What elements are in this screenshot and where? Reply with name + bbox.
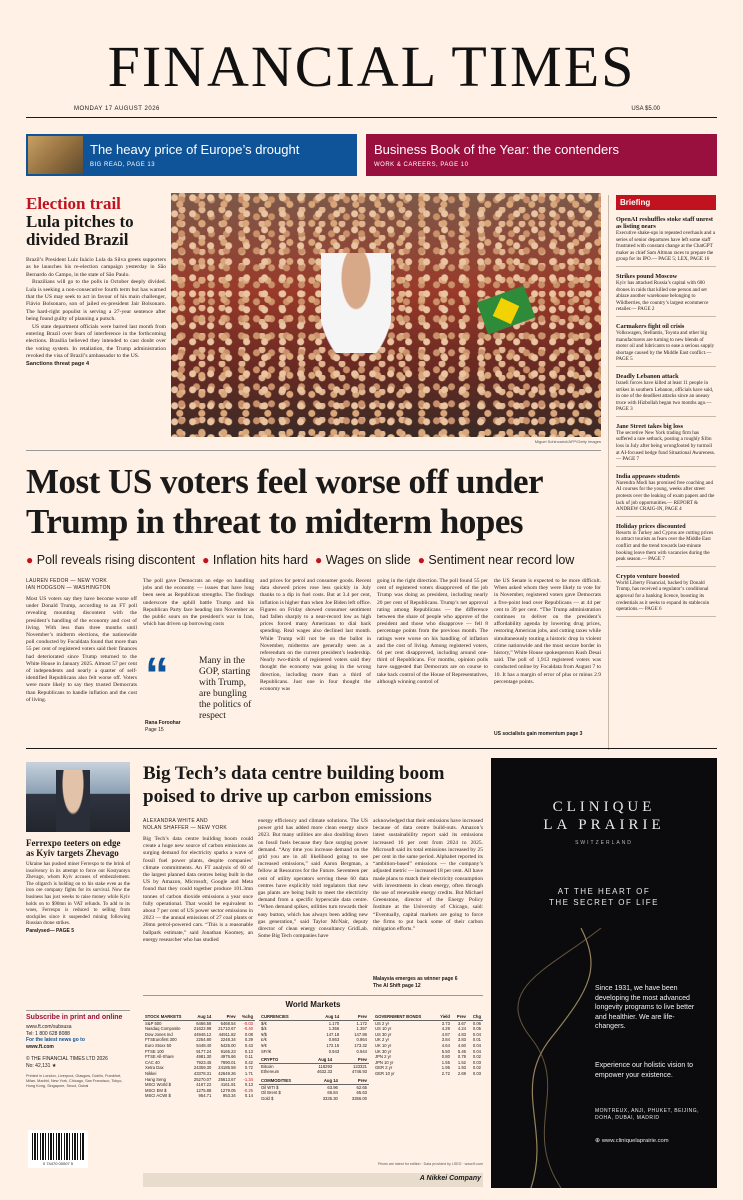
table-header: Prev bbox=[213, 1014, 237, 1020]
quote-text: Many in the GOP, starting with Trump, are bungling the politics of respect bbox=[199, 656, 252, 721]
tech-col-1: ALEXANDRA WHITE AND NOLAN SHAFFER — NEW YORK Big Tech’s data centre building boom could create a huge new source of carbon emissions as surging demand for electricity sparks a wave of fossil fuel power plants, despite companies’ climate commitments. An FT analysis of 60 of the largest planned data centres being built in the US by Amazon, Microsoft, Google and Meta found that they could together produce 101.3mn tonnes of carbon dioxide emissions a year once fully operational. That would be equivalent to about 7 per cent of US power sector emissions in 2023 — the annual emissions of 27 coal plants or 26mn petrol-powered cars. “This is a reasonable ballpark estimate,” said Jonathan Koomey, an energy researcher who has studied bbox=[143, 818, 253, 943]
table-cell: 4632.33 bbox=[317, 1069, 333, 1075]
table-cell: 62.65 bbox=[356, 1084, 367, 1090]
table-cell: 42649.26 bbox=[218, 1070, 236, 1076]
table-header: Aug 14 bbox=[189, 1014, 213, 1020]
bullet-item: ● Poll reveals rising discontent bbox=[26, 553, 196, 567]
copyright: © THE FINANCIAL TIMES LTD 2026 bbox=[26, 1056, 108, 1063]
promo-drought[interactable] bbox=[26, 134, 357, 176]
quote-author: Rana Foroohar bbox=[145, 720, 181, 726]
table-cell: 2254.80 bbox=[196, 1037, 212, 1043]
main-col-3: and prices for petrol and consumer goods. Recent data showed prices rose less quickly in July thanks to a dip in fuel costs. But at 3.4 per cent, inflation is higher than when Joe Biden left office. Figures on Friday showed consumer sentiment had fallen sharply to a near-record low as high prices forced many Americans to dial back spending. Real wages also declined last month. While Trump will not be on the ballot in November, midterms are generally seen as a referendum on the current president’s leadership. Nearly two-thirds of registered voters said they thought the economy was going in the wrong direction, including more than a third of Republicans. Just one in four thought the economy was bbox=[260, 578, 371, 693]
table-cell: 0.01 bbox=[472, 1037, 481, 1043]
table-cell: 3.83 bbox=[457, 1037, 467, 1043]
table-cell: 0.29 bbox=[244, 1037, 253, 1043]
table-cell: 4167.22 bbox=[196, 1082, 212, 1088]
table-cell: 1.93 bbox=[457, 1065, 467, 1071]
table-cell: 6466.58 bbox=[196, 1020, 212, 1026]
table-cell: 0.864 bbox=[356, 1037, 367, 1043]
barcode-bars bbox=[32, 1133, 84, 1160]
main-headline[interactable] bbox=[26, 462, 606, 542]
printed-locations: Printed in London, Liverpool, Glasgow, Dublin, Frankfurt, Milan, Madrid, New York, Chicago, San Francisco, Tokyo, Hong Kong, Singapore, Seoul, Dubai bbox=[26, 1073, 123, 1088]
table-cell: 0.03 bbox=[472, 1059, 481, 1065]
table-cell: 0.80 bbox=[441, 1054, 450, 1060]
briefing-item[interactable] bbox=[616, 216, 716, 267]
table-cell: 1.55 bbox=[441, 1059, 450, 1065]
section-rule bbox=[26, 748, 717, 749]
table-cell: 2.72 bbox=[441, 1070, 450, 1076]
bullet-item: ● Sentiment near record low bbox=[417, 553, 575, 567]
masthead-rule bbox=[26, 117, 717, 118]
tech-col-2: energy efficiency and climate solutions. The US power grid has added more clean energy since 2023. But many utilities are also doubling down on fossil fuels because they face surging power demand. “Any time you increase demand on the grid you are in all likelihood going to see increased emissions,” said Aaron Bergman, a fellow at Resources for the Future. Seventeen per cent of utility operators serving these 60 data centres have explicitly told regulators that new gas plants are being built to meet the electricity demand from a specific hyperscale data centre. “When demand spikes, utilities turn towards their easy button, which has always been adding new gas generation,” said Taylor McNair, deputy director of clean energy consultancy GridLab. Some Big Tech companies have bbox=[258, 818, 368, 940]
table-cell: 172.15 bbox=[326, 1042, 340, 1048]
briefing-item-body: The secretive New York trading firm has suffered a rare setback, posting a roughly $1bn loss in July after being wrongfooted by turmoil at AI-focused hedge fund Situational Awareness.— PAGE 7 bbox=[616, 429, 716, 463]
table-cell: 0.04 bbox=[472, 1042, 481, 1048]
nikkei-credit: A Nikkei Company bbox=[419, 1175, 481, 1182]
promo-drought-page: BIG READ, PAGE 13 bbox=[90, 162, 156, 168]
ferrexpo-story bbox=[26, 838, 130, 934]
table-cell: US 30 yr bbox=[375, 1031, 392, 1037]
lead-para-1: Brazil’s President Luiz Inácio Lula da Silva greets supporters as he launches his re-election campaign yesterday in São Bernardo do Campo, in the state of São Paulo. bbox=[26, 257, 166, 278]
main-headline-line-2: Trump in threat to midterm hopes bbox=[26, 502, 523, 541]
table-cell: 4.24 bbox=[457, 1026, 467, 1032]
table-cell: FTSEurofirst 300 bbox=[145, 1037, 177, 1043]
main-byline-1: LAUREN FEDOR — NEW YORK bbox=[26, 578, 107, 584]
lula-crowd-photo bbox=[171, 193, 601, 437]
comm-table bbox=[259, 1078, 369, 1101]
briefing-item-title: India appeases students bbox=[616, 472, 680, 480]
table-cell: 147.86 bbox=[354, 1031, 367, 1037]
ad-tagline: AT THE HEART OF THE SECRET OF LIFE bbox=[549, 887, 659, 907]
briefing-item[interactable] bbox=[616, 423, 716, 467]
table-cell: JPN 2 yr bbox=[375, 1054, 392, 1060]
table-cell: 3356.00 bbox=[351, 1095, 367, 1101]
ad-url[interactable]: ⊕ www.cliniquelaprairie.com bbox=[595, 1138, 669, 1144]
table-cell: GER 2 yr bbox=[375, 1065, 393, 1071]
briefing-item-body: Israeli forces have killed at least 11 people in strikes in southern Lebanon, officials have said, in one of the deadliest attacks since an uneasy truce with Hizbollah began two months ago.— PAGE 3 bbox=[616, 379, 714, 413]
dna-helix-illustration bbox=[491, 928, 717, 1188]
table-cell: 25270.07 bbox=[193, 1076, 212, 1082]
table-header: Prev bbox=[340, 1078, 369, 1084]
table-cell: UK 30 yr bbox=[375, 1048, 392, 1054]
table-cell: 4975.66 bbox=[220, 1054, 236, 1060]
table-header: Prev bbox=[341, 1014, 369, 1020]
bullet-item: ● Wages on slide bbox=[315, 553, 411, 567]
subscribe-url[interactable]: www.ft.com/subsusa bbox=[26, 1024, 72, 1030]
table-header: Chg bbox=[468, 1014, 483, 1020]
table-cell: Oil WTI $ bbox=[261, 1084, 279, 1090]
table-cell: GER 10 yr bbox=[375, 1070, 395, 1076]
table-cell: MSCI ACWI $ bbox=[145, 1093, 171, 1099]
table-cell: 0.78 bbox=[457, 1054, 467, 1060]
table-cell: ¥/€ bbox=[261, 1042, 267, 1048]
table-cell: Dow Jones Ind bbox=[145, 1031, 173, 1037]
ad-body-2: Experience our holistic vision to empower your existence. bbox=[595, 1062, 694, 1079]
table-header: CRYPTO bbox=[259, 1057, 299, 1063]
table-cell: 0.08 bbox=[244, 1031, 253, 1037]
markets-title: World Markets bbox=[285, 1000, 341, 1009]
ferrexpo-headline[interactable]: Ferrexpo teeters on edge as Kyiv targets Zhevago bbox=[26, 838, 121, 858]
lead-headline[interactable]: Lula pitches to divided Brazil bbox=[26, 212, 134, 249]
table-cell: Gold $ bbox=[261, 1095, 274, 1101]
quote-mark-icon: “ bbox=[145, 649, 169, 702]
table-cell: UK 2 yr bbox=[375, 1037, 389, 1043]
table-cell: 1279.05 bbox=[220, 1087, 236, 1093]
table-cell: 0.13 bbox=[244, 1048, 253, 1054]
main-col-1: LAUREN FEDOR — NEW YORK IAN HODGSON — WASHINGTON Most US voters say they have become worse off under Donald Trump, according to an FT poll revealing mounting discontent with the president’s handling of the economy and cost of living. With less than three months until November’s midterm elections, the nationwide poll conducted by Focaldata found that more than 55 per cent of registered voters said their finances had deteriorated since Trump returned to the White House in January 2025. Almost 57 per cent of independents and nearly a quarter of self-identified Republicans also felt worse off. Voters were more likely to say they trusted Democrats than Republicans to handle inflation and the cost of living. bbox=[26, 578, 137, 703]
table-cell: Xetra Dax bbox=[145, 1065, 164, 1071]
tech-headline[interactable] bbox=[143, 762, 483, 808]
table-cell: 65.63 bbox=[356, 1090, 367, 1096]
table-cell: 6468.54 bbox=[220, 1020, 236, 1026]
table-cell: 4746.93 bbox=[351, 1069, 367, 1075]
tech-more-link-1[interactable]: Malaysia emerges as winner page 6 bbox=[373, 976, 458, 982]
tech-byline-1: ALEXANDRA WHITE AND bbox=[143, 818, 208, 824]
briefing-item-title: OpenAI reshuffles stoke staff unrest as listing nears bbox=[616, 216, 714, 230]
table-cell: 44911.82 bbox=[218, 1031, 236, 1037]
table-cell: 5448.40 bbox=[196, 1042, 212, 1048]
briefing-item-body: Volkswagen, Stellantis, Toyota and other big manufacturers are turning to new blends of motor oil and lubricants to ease a serious supply shortage caused by the Middle East conflict.— PAGE 5 bbox=[616, 329, 715, 363]
briefing-item-body: Narendra Modi has promised free coaching and AI courses for the young, weeks after street protests over the leaking of exam papers and the lack of job opportunities.— REPORT & ANDREW CRAIG-IN, PAGE 4 bbox=[616, 479, 715, 513]
briefing-item[interactable] bbox=[616, 473, 716, 517]
bonds-table bbox=[373, 1014, 483, 1080]
cover-price: USA $5.00 bbox=[631, 106, 660, 112]
briefing-item-title: Deadly Lebanon attack bbox=[616, 372, 679, 380]
briefing-column bbox=[616, 195, 716, 617]
table-row bbox=[259, 1069, 369, 1075]
barcode-number: 0 74470 00007 5 bbox=[42, 1161, 74, 1166]
table-row bbox=[259, 1096, 369, 1102]
briefing-item[interactable] bbox=[616, 523, 716, 567]
table-cell: 0.04 bbox=[472, 1031, 481, 1037]
lead-kicker: Election trail bbox=[26, 194, 121, 213]
table-cell: 0.944 bbox=[356, 1048, 367, 1054]
bonds-table bbox=[373, 1014, 483, 1077]
table-cell: 3.73 bbox=[441, 1020, 450, 1026]
table-cell: 0.03 bbox=[472, 1070, 481, 1076]
table-cell: MSCI World $ bbox=[145, 1082, 171, 1088]
ad-country: SWITZERLAND bbox=[575, 840, 633, 846]
table-header: STOCK MARKETS bbox=[143, 1014, 189, 1020]
photo-credit: Miguel Schincariol/AFP/Getty Images bbox=[534, 439, 601, 444]
table-cell: ¥/$ bbox=[261, 1031, 267, 1037]
table-cell: S&P 500 bbox=[145, 1020, 162, 1026]
table-cell: Bitcoin bbox=[261, 1063, 274, 1069]
table-cell: Nikkei bbox=[145, 1070, 157, 1076]
table-header: Prev bbox=[334, 1057, 369, 1063]
table-cell: -1.34 bbox=[243, 1076, 253, 1082]
barcode bbox=[28, 1130, 88, 1168]
lead-para-3: US state department officials were barred last month from entering Brazil over fears of interference in the forthcoming elections. Brasília believed they intended to cast doubt over the voting system. In retaliation, the Trump administration revoked the visa of Brazil’s ambassador to the US. bbox=[26, 323, 166, 360]
table-cell: 1.357 bbox=[356, 1026, 367, 1032]
table-cell: 5.50 bbox=[441, 1048, 450, 1054]
table-cell: 4.29 bbox=[441, 1026, 450, 1032]
table-cell: 1.172 bbox=[356, 1020, 367, 1026]
table-cell: Hang Seng bbox=[145, 1076, 166, 1082]
promo-drought-image bbox=[28, 136, 83, 174]
table-cell: 7890.01 bbox=[220, 1059, 236, 1065]
lead-more-link[interactable]: Sanctions threat page 4 bbox=[26, 360, 90, 367]
table-cell: 0.05 bbox=[472, 1026, 481, 1032]
table-row bbox=[259, 1049, 369, 1055]
table-cell: Ethereum bbox=[261, 1069, 280, 1075]
table-cell: Nasdaq Composite bbox=[145, 1026, 181, 1032]
masthead bbox=[0, 0, 743, 112]
table-cell: $/€ bbox=[261, 1020, 267, 1026]
table-cell: 0.04 bbox=[472, 1048, 481, 1054]
table-cell: 21710.67 bbox=[218, 1026, 236, 1032]
ft-url[interactable]: www.ft.com bbox=[26, 1043, 54, 1050]
main-byline-2: IAN HODGSON — WASHINGTON bbox=[26, 585, 111, 591]
table-cell: 953.34 bbox=[222, 1093, 236, 1099]
table-cell: 7923.45 bbox=[196, 1059, 212, 1065]
table-cell: 66.84 bbox=[327, 1090, 338, 1096]
briefing-item[interactable] bbox=[616, 323, 716, 367]
ferrexpo-body: Ukraine has pushed miner Ferrexpo to the brink of insolvency in its attempt to force out Kostyantyn Zhevago, whom Kyiv accuses of embezzlement. The oligarch is holding on to his stake even as the iron ore company fights for its survival. Now the business has just weeks to raise money while Kyiv holds on to $90mn in VAT refunds. To add to its woes, Ferrexpo is reduced to selling from stockpiles since it suspended mining following Russian drone strikes. bbox=[26, 862, 130, 927]
table-cell: CAC 40 bbox=[145, 1059, 160, 1065]
table-cell: $/£ bbox=[261, 1026, 267, 1032]
table-cell: 25613.67 bbox=[218, 1076, 236, 1082]
zhevago-photo bbox=[26, 762, 130, 832]
newspaper-title: FINANCIAL TIMES bbox=[107, 34, 636, 99]
table-cell: 5425.00 bbox=[220, 1042, 236, 1048]
currencies-table bbox=[259, 1014, 369, 1104]
table-cell: Euro Stoxx 50 bbox=[145, 1042, 172, 1048]
lead-story bbox=[26, 195, 166, 368]
table-cell: 0.11 bbox=[245, 1054, 253, 1060]
table-cell: 0.02 bbox=[472, 1065, 481, 1071]
table-cell: 21622.98 bbox=[193, 1026, 212, 1032]
table-cell: 0.42 bbox=[244, 1059, 253, 1065]
table-cell: 4981.30 bbox=[196, 1054, 212, 1060]
table-cell: 0.06 bbox=[472, 1020, 481, 1026]
table-cell: 44946.12 bbox=[193, 1031, 212, 1037]
main-col-5: the US Senate is expected to be more difficult. When asked whom they were likely to vote for in November, registered voters gave Democrats a five-point lead over Republicans — at 44 per cent to 39 per cent. “The Trump administration continues to deliver on the president’s affordability agenda by lowering drug prices, restoring American jobs, and cutting taxes while simultaneously touting a historic drop in violent crime nationwide and the most secure border in history,” White House spokesperson Kush Desai said. The poll of 1,913 registered voters was conducted online by Focaldata from August 7 to 10. It has a margin of error of plus or minus 2.9 percentage points. bbox=[494, 578, 601, 685]
table-cell: -0.03 bbox=[243, 1020, 253, 1026]
table-header: Aug 14 bbox=[311, 1014, 341, 1020]
stock-markets-table bbox=[143, 1014, 255, 1102]
subscribe-heading: Subscribe in print and online bbox=[26, 1014, 123, 1021]
table-cell: Oil Brent $ bbox=[261, 1090, 281, 1096]
table-cell: 0.43 bbox=[244, 1042, 253, 1048]
table-cell: 147.18 bbox=[326, 1031, 340, 1037]
pull-quote bbox=[143, 649, 254, 736]
ad-locations: MONTREUX, ANJI, PHUKET, BEIJING, DOHA, DUBAI, MADRID bbox=[595, 1108, 700, 1122]
issue-date: MONDAY 17 AUGUST 2026 bbox=[74, 106, 160, 112]
ad-brand: CLINIQUE LA PRAIRIE bbox=[543, 799, 665, 833]
table-cell: 9165.23 bbox=[220, 1048, 236, 1054]
quote-page: Page 15 bbox=[145, 727, 164, 733]
table-cell: -0.40 bbox=[243, 1026, 253, 1032]
ad-body: Since 1931, we have been developing the most advanced longevity programs to live better and healthier. We are life-changers. bbox=[595, 985, 695, 1030]
briefing-item-title: Strikes pound Moscow bbox=[616, 272, 678, 280]
bullet-item: ● Inflation hits hard bbox=[202, 553, 309, 567]
tech-headline-line-2: poised to drive up carbon emissions bbox=[143, 786, 432, 807]
table-cell: 1.71 bbox=[244, 1070, 253, 1076]
table-cell: 173.32 bbox=[354, 1042, 367, 1048]
table-cell: 2.69 bbox=[457, 1070, 467, 1076]
table-cell: US 10 yr bbox=[375, 1026, 392, 1032]
main-more-link[interactable]: US socialists gain momentum page 3 bbox=[494, 731, 583, 737]
main-col-4: going in the right direction. The poll found 55 per cent of registered voters disapproved of the job Trump was doing as president, including nearly 20 per cent of Republicans. Trump’s net approval rating among Republicans — the difference between the share of people who approve of the president and those who disapprove — fell 8 percentage points from the previous month. The ratings were worse on his handling of inflation and the cost of living. Among registered voters, 64 per cent disapproved, including around one-third of Republicans. For months, opinion polls have suggested that Democrats are on course to take back control of the House of Representatives, although winning control of bbox=[377, 578, 488, 685]
markets-note: Prices are latest for edition · Data provided by LSEG · www.ft.com bbox=[377, 1162, 483, 1166]
table-cell: UK 10 yr bbox=[375, 1042, 392, 1048]
table-cell: 954.71 bbox=[198, 1093, 212, 1099]
briefing-divider bbox=[608, 195, 609, 750]
briefing-item[interactable] bbox=[616, 373, 716, 417]
table-cell: 0.72 bbox=[244, 1065, 253, 1071]
table-cell: 63.96 bbox=[327, 1084, 338, 1090]
promo-book-title: Business Book of the Year: the contenders bbox=[374, 142, 620, 157]
briefing-heading: Briefing bbox=[616, 195, 716, 210]
promo-book-page: WORK & CAREERS, PAGE 10 bbox=[374, 162, 469, 168]
briefing-item-title: Jane Street takes big loss bbox=[616, 422, 684, 430]
subscribe-phone: Tel: 1 800 628 8088 bbox=[26, 1030, 70, 1037]
briefing-item-body: Executive shake-ups in repeated overhauls and a series of senior departures have left some staff frustrated with constant change at the ChatGPT maker as chief Sam Altman races to prepare the group for its IPO.— PAGE 5; LEX, PAGE 16 bbox=[616, 230, 716, 263]
table-header: Yield bbox=[435, 1014, 452, 1020]
table-header: GOVERNMENT BONDS bbox=[373, 1014, 435, 1020]
tech-more-link-2[interactable]: The AI Shift page 12 bbox=[373, 983, 421, 989]
table-cell: 43378.31 bbox=[193, 1070, 212, 1076]
promo-drought-title: The heavy price of Europe’s drought bbox=[90, 142, 300, 157]
clinique-la-prairie-ad[interactable] bbox=[491, 758, 717, 1188]
table-cell: 1.356 bbox=[328, 1026, 340, 1032]
markets-tables bbox=[143, 1014, 483, 1170]
table-cell: 1275.88 bbox=[196, 1087, 212, 1093]
table-cell: 1.170 bbox=[328, 1020, 340, 1026]
latest-news-label: For the latest news go to bbox=[26, 1037, 85, 1044]
table-cell: 0.13 bbox=[244, 1082, 253, 1088]
table-cell: 118293 bbox=[318, 1063, 333, 1069]
table-cell: 4.83 bbox=[457, 1031, 467, 1037]
table-cell: 1.95 bbox=[441, 1065, 450, 1071]
briefing-item[interactable] bbox=[616, 573, 716, 617]
table-cell: 2248.34 bbox=[220, 1037, 236, 1043]
table-cell: 4.64 bbox=[441, 1042, 450, 1048]
lead-para-2: Brazilians will go to the polls in October deeply divided. Lula is seeking a non-consecutive fourth term but has warned that the US may seek to act in favour of his main challenger, Flávio Bolsonaro, son of jailed ex-president Jair Bolsonaro. The hard-right populist is serving a 27-year sentence after being found guilty of planning a putsch. bbox=[26, 279, 166, 323]
table-cell: 3.67 bbox=[457, 1020, 467, 1026]
table-header: Prev bbox=[452, 1014, 468, 1020]
lead-rule bbox=[26, 450, 601, 451]
briefing-item-title: Carmakers fight oil crisis bbox=[616, 322, 685, 330]
tech-headline-line-1: Big Tech’s data centre building boom bbox=[143, 763, 445, 784]
table-cell: 0.14 bbox=[244, 1093, 253, 1099]
table-cell: FTSE All-Share bbox=[145, 1054, 174, 1060]
main-col-2: The poll gave Democrats an edge on handling jobs and the economy — issues that have long been seen as Republican strengths. The findings underscore the uphill battle Trump and his Republican Party face heading into November as the public sours on the president’s war in Iran, which has driven up borrowing costs bbox=[143, 578, 254, 628]
briefing-item-title: Crypto venture boosted bbox=[616, 572, 680, 580]
crypto-table bbox=[259, 1057, 369, 1075]
promo-business-book[interactable] bbox=[366, 134, 717, 176]
table-cell: US 2 yr bbox=[375, 1020, 389, 1026]
table-row bbox=[373, 1071, 483, 1077]
table-cell: SFr/€ bbox=[261, 1048, 272, 1054]
table-cell: 3.84 bbox=[441, 1037, 450, 1043]
table-cell: 4.87 bbox=[441, 1031, 450, 1037]
table-cell: 24185.59 bbox=[218, 1065, 236, 1071]
briefing-item[interactable] bbox=[616, 273, 716, 317]
table-header: %chg bbox=[238, 1014, 255, 1020]
table-cell: 3335.30 bbox=[322, 1095, 338, 1101]
issue-number: No: 42,131 ★ bbox=[26, 1062, 57, 1069]
table-header: COMMODITIES bbox=[259, 1078, 311, 1084]
subscribe-box bbox=[26, 1014, 130, 1089]
table-cell: 4161.91 bbox=[220, 1082, 236, 1088]
table-cell: £/€ bbox=[261, 1037, 267, 1043]
table-cell: -0.25 bbox=[243, 1087, 253, 1093]
main-headline-line-1: Most US voters feel worse off under bbox=[26, 462, 544, 501]
table-header: Aug 14 bbox=[299, 1057, 334, 1063]
table-cell: 0.943 bbox=[328, 1048, 340, 1054]
table-cell: 0.863 bbox=[328, 1037, 340, 1043]
table-cell: 4.60 bbox=[457, 1042, 467, 1048]
table-cell: 1.52 bbox=[457, 1059, 467, 1065]
table-header: Aug 14 bbox=[311, 1078, 340, 1084]
table-cell: 5.46 bbox=[457, 1048, 467, 1054]
table-row bbox=[143, 1093, 255, 1099]
table-cell: 0.02 bbox=[472, 1054, 481, 1060]
main-bullets bbox=[26, 553, 574, 567]
table-cell: JPN 10 yr bbox=[375, 1059, 394, 1065]
briefing-item-body: Kyiv has attacked Russia’s capital with 600 drones in raids that killed one person and set ablaze another warehouse belonging to Wildberries, the country’s largest ecommerce retailer.— PAGE 2 bbox=[616, 279, 709, 313]
ferrexpo-more-link[interactable]: Paralysed— PAGE 5 bbox=[26, 927, 74, 934]
tech-byline-2: NOLAN SHAFFER — NEW YORK bbox=[143, 825, 228, 831]
fx-table bbox=[259, 1014, 369, 1054]
briefing-item-body: World Liberty Financial, backed by Donald Trump, has received a regulator’s conditional approval for a banking licence, boosting its credentials as it seeks to expand its stablecoin operations.— PAGE 6 bbox=[616, 579, 710, 613]
table-cell: 9177.24 bbox=[196, 1048, 212, 1054]
table-header: CURRENCIES bbox=[259, 1014, 311, 1020]
briefing-item-body: Resorts in Turkey and Cyprus are cutting prices to attract tourists as fears over the Middle East conflict and the trend towards last-minute booking leave them with vacancies during the peak season.— PAGE 7 bbox=[616, 529, 714, 563]
table-cell: 123321 bbox=[353, 1063, 367, 1069]
table-cell: FTSE 100 bbox=[145, 1048, 164, 1054]
stock-table bbox=[143, 1014, 255, 1099]
table-cell: MSCI EM $ bbox=[145, 1087, 167, 1093]
table-cell: 24359.30 bbox=[193, 1065, 212, 1071]
tech-col-3: acknowledged that their emissions have increased because of data centre build-outs. Amazon’s latest sustainability report said its emissions increased 16 per cent from 2024 to 2025. Microsoft said its total emissions increased by 25 per cent in the same period. Alphabet reported its “ambition-based” emissions — the company’s adjusted metric — increased 18 per cent. All have made plans to match their electricity consumption with investments in clean energy, often through the use of renewable energy credits. But Michael Greenstone, director of the Energy Policy Institute at the University of Chicago, said: “Eventually, capital markets are going to force the firms to put back some of their carbon mitigation efforts.” bbox=[373, 818, 483, 933]
briefing-item-title: Holiday prices discounted bbox=[616, 522, 686, 530]
globe-icon: ⊕ bbox=[595, 1138, 600, 1144]
